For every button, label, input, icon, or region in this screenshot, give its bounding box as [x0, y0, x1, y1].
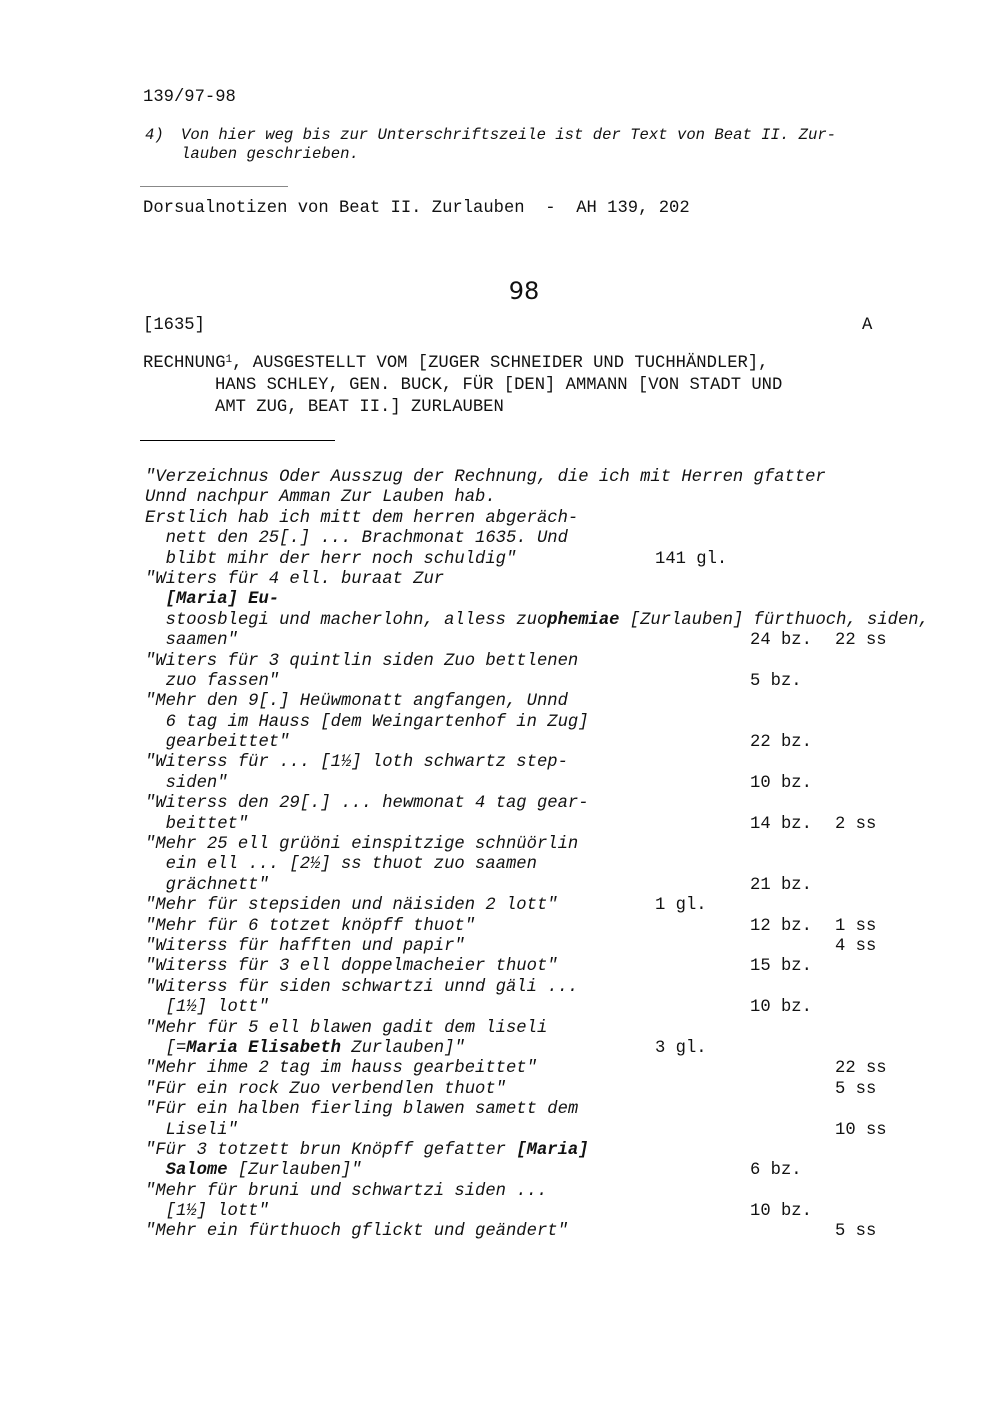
- intro-line: Unnd nachpur Amman Zur Lauben hab.: [145, 488, 496, 508]
- entry-line: [145, 733, 905, 753]
- amount-schilling: 22 ss: [835, 1059, 887, 1079]
- entry-line: [145, 794, 905, 814]
- entry-text: "Mehr 25 ell grüöni einspitzige schnüörlin: [145, 835, 579, 855]
- entry-line: [145, 529, 905, 549]
- invoice-entry: [145, 652, 905, 693]
- entry-text: Zurlauben]": [340, 1038, 465, 1058]
- dorsal-note: Dorsualnotizen von Beat II. Zurlauben - AH 139, 202: [143, 199, 690, 218]
- entry-text: "Mehr ein fürthuoch gflickt und geändert": [145, 1222, 568, 1242]
- entry-text: [145, 590, 166, 609]
- person-name: [Maria]: [516, 1140, 589, 1160]
- document-title: [143, 353, 782, 419]
- entry-line: [145, 876, 905, 896]
- amount-batzen: 10 bz.: [750, 998, 812, 1018]
- entry-text: "Mehr den 9[.] Heüwmonatt angfangen, Unnd: [145, 692, 568, 712]
- entry-line: [145, 1039, 905, 1059]
- document-variant: A: [862, 316, 873, 335]
- entry-line: [145, 855, 905, 875]
- amount-schilling: 1 ss: [835, 916, 877, 936]
- entry-text: [=: [145, 1038, 187, 1058]
- title-text: , AUSGESTELLT VOM [ZUGER SCHNEIDER UND TUCHHÄNDLER],: [232, 354, 769, 373]
- invoice-entry: [145, 978, 905, 1019]
- invoice-entry: [145, 692, 905, 753]
- entry-line: [145, 610, 929, 631]
- entry-line: [145, 652, 905, 672]
- invoice-entry: [145, 896, 905, 916]
- entry-line: [145, 1080, 905, 1100]
- entry-text: 6 tag im Hauss [dem Weingartenhof in Zug]: [145, 712, 589, 732]
- invoice-entry: [145, 1080, 905, 1100]
- entry-text: zuo fassen": [145, 671, 280, 691]
- entry-line: [145, 1222, 905, 1242]
- entry-line: [145, 590, 905, 610]
- intro-paragraph: [145, 468, 905, 509]
- entry-line: [145, 631, 905, 651]
- amount-schilling: 5 ss: [835, 1222, 877, 1242]
- amount-batzen: 15 bz.: [750, 957, 812, 977]
- title-text: RECHNUNG: [143, 354, 226, 373]
- document-number: 98: [508, 277, 540, 305]
- footnote-separator: [140, 186, 288, 187]
- amount-schilling: 2 ss: [835, 814, 877, 834]
- invoice-entries: [145, 508, 929, 1243]
- entry-text: ein ell ... [2½] ss thuot zuo saamen: [145, 855, 537, 875]
- entry-text: "Mehr für bruni und schwartzi siden ...: [145, 1181, 548, 1201]
- invoice-entry: [145, 1019, 905, 1060]
- amount-batzen: 10 bz.: [750, 1202, 812, 1222]
- entry-text: beittet": [145, 814, 249, 834]
- invoice-entry: [145, 1182, 905, 1223]
- entry-line: [145, 998, 905, 1018]
- entry-text: "Für ein rock Zuo verbendlen thuot": [145, 1079, 506, 1099]
- entry-text: stoosblegi und macherlohn, alless zuo: [145, 610, 548, 630]
- person-name: phemiae: [547, 610, 620, 630]
- entry-text: [1½] lott": [145, 998, 269, 1018]
- entry-text: siden": [145, 773, 228, 793]
- intro-line: "Verzeichnus Oder Ausszug der Rechnung, die ich mit Herren gfatter: [145, 468, 826, 487]
- entry-text: "Witerss für siden schwartzi unnd gäli ...: [145, 977, 579, 997]
- entry-text: [Zurlauben] fürthuoch, siden,: [619, 610, 929, 630]
- footnote-line: Von hier weg bis zur Unterschriftszeile ist der Text von Beat II. Zur-: [181, 126, 837, 144]
- title-separator: [140, 440, 335, 441]
- title-line: AMT ZUG, BEAT II.] ZURLAUBEN: [215, 398, 504, 417]
- amount-schilling: 5 ss: [835, 1079, 877, 1099]
- entry-text: blibt mihr der herr noch schuldig": [145, 549, 517, 569]
- invoice-entry: [145, 937, 905, 957]
- entry-line: [145, 1059, 905, 1079]
- footnote-reference: 1: [225, 354, 233, 366]
- entry-text: "Mehr für stepsiden und näisiden 2 lott": [145, 896, 558, 916]
- entry-line: [145, 957, 905, 977]
- entry-text: "Für ein halben fierling blawen samett dem: [145, 1100, 579, 1120]
- amount-batzen: 12 bz.: [750, 916, 812, 936]
- entry-text: saamen": [145, 631, 238, 651]
- entry-text: Erstlich hab ich mitt dem herren abgeräch-: [145, 508, 579, 528]
- title-line: [143, 353, 782, 375]
- entry-line: [145, 1141, 905, 1161]
- entry-line: [145, 896, 905, 916]
- entry-text: nett den 25[.] ... Brachmonat 1635. Und: [145, 529, 568, 549]
- entry-line: [145, 570, 905, 590]
- invoice-entry: [145, 1222, 905, 1242]
- amount-schilling: 22 ss: [835, 631, 887, 651]
- amount-batzen: 6 bz.: [750, 1161, 802, 1181]
- entry-line: [145, 1202, 905, 1222]
- entry-text: "Witerss für ... [1½] loth schwartz step-: [145, 753, 568, 773]
- entry-text: [1½] lott": [145, 1202, 269, 1222]
- invoice-entry: [145, 835, 905, 896]
- entry-text: "Mehr für 6 totzet knöpff thuot": [145, 916, 476, 936]
- entry-line: [145, 917, 905, 937]
- entry-line: [145, 509, 905, 529]
- entry-line: [145, 672, 905, 692]
- invoice-entry: [145, 1100, 905, 1141]
- invoice-entry: [145, 753, 905, 794]
- amount-batzen: 10 bz.: [750, 773, 812, 793]
- entry-line: [145, 713, 905, 733]
- amount-batzen: 21 bz.: [750, 875, 812, 895]
- entry-line: [145, 1019, 905, 1039]
- invoice-entry: [145, 957, 905, 977]
- person-name: Maria Elisabeth: [186, 1038, 341, 1058]
- entry-line: [145, 815, 905, 835]
- invoice-entry: [145, 917, 905, 937]
- amount-gulden: 141 gl.: [655, 549, 728, 569]
- amount-batzen: 24 bz.: [750, 631, 812, 651]
- page-reference: 139/97-98: [143, 88, 236, 107]
- entry-text: "Witerss den 29[.] ... hewmonat 4 tag gear-: [145, 794, 589, 814]
- invoice-entry: [145, 1141, 905, 1182]
- entry-line: [145, 1100, 905, 1120]
- entry-text: "Witers für 4 ell. buraat Zur: [145, 569, 455, 589]
- amount-schilling: 10 ss: [835, 1120, 887, 1140]
- entry-text: "Mehr ihme 2 tag im hauss gearbeittet": [145, 1059, 537, 1079]
- entry-line: [145, 937, 905, 957]
- invoice-entry: [145, 1059, 905, 1079]
- entry-line: [145, 753, 905, 773]
- amount-gulden: 1 gl.: [655, 896, 707, 916]
- footnote-line: lauben geschrieben.: [181, 145, 359, 163]
- title-line: HANS SCHLEY, GEN. BUCK, FÜR [DEN] AMMANN [VON STADT UND: [215, 376, 783, 395]
- entry-line: [145, 978, 905, 998]
- entry-line: [145, 1182, 905, 1202]
- invoice-entry: [145, 509, 905, 570]
- entry-text: "Witerss für hafften und papir": [145, 936, 465, 956]
- amount-batzen: 5 bz.: [750, 671, 802, 691]
- amount-batzen: 14 bz.: [750, 814, 812, 834]
- entry-line: [145, 774, 905, 794]
- entry-text: Liseli": [145, 1120, 238, 1140]
- entry-line: [145, 550, 905, 570]
- entry-text: [145, 1161, 166, 1180]
- person-name: [Maria] Eu-: [165, 590, 280, 610]
- amount-gulden: 3 gl.: [655, 1038, 707, 1058]
- invoice-entry: [145, 794, 905, 835]
- document-date: [1635]: [143, 316, 205, 335]
- entry-text: grächnett": [145, 875, 269, 895]
- amount-batzen: 22 bz.: [750, 733, 812, 753]
- entry-line: [145, 692, 905, 712]
- entry-text: "Für 3 totzett brun Knöpff gefatter: [145, 1140, 517, 1160]
- amount-schilling: 4 ss: [835, 936, 877, 956]
- entry-text: "Mehr für 5 ell blawen gadit dem liseli: [145, 1018, 548, 1038]
- entry-line: [145, 1121, 905, 1141]
- entry-text: "Witers für 3 quintlin siden Zuo bettlenen: [145, 651, 579, 671]
- person-name: Salome: [165, 1161, 228, 1181]
- entry-line: [145, 1161, 905, 1181]
- entry-line: [145, 835, 905, 855]
- invoice-entry: [145, 569, 929, 652]
- entry-text: gearbeittet": [145, 733, 290, 753]
- invoice-body: [145, 468, 929, 1243]
- entry-text: "Witerss für 3 ell doppelmacheier thuot": [145, 957, 558, 977]
- entry-text: [Zurlauben]": [227, 1161, 362, 1181]
- footnote-number: 4): [145, 126, 164, 144]
